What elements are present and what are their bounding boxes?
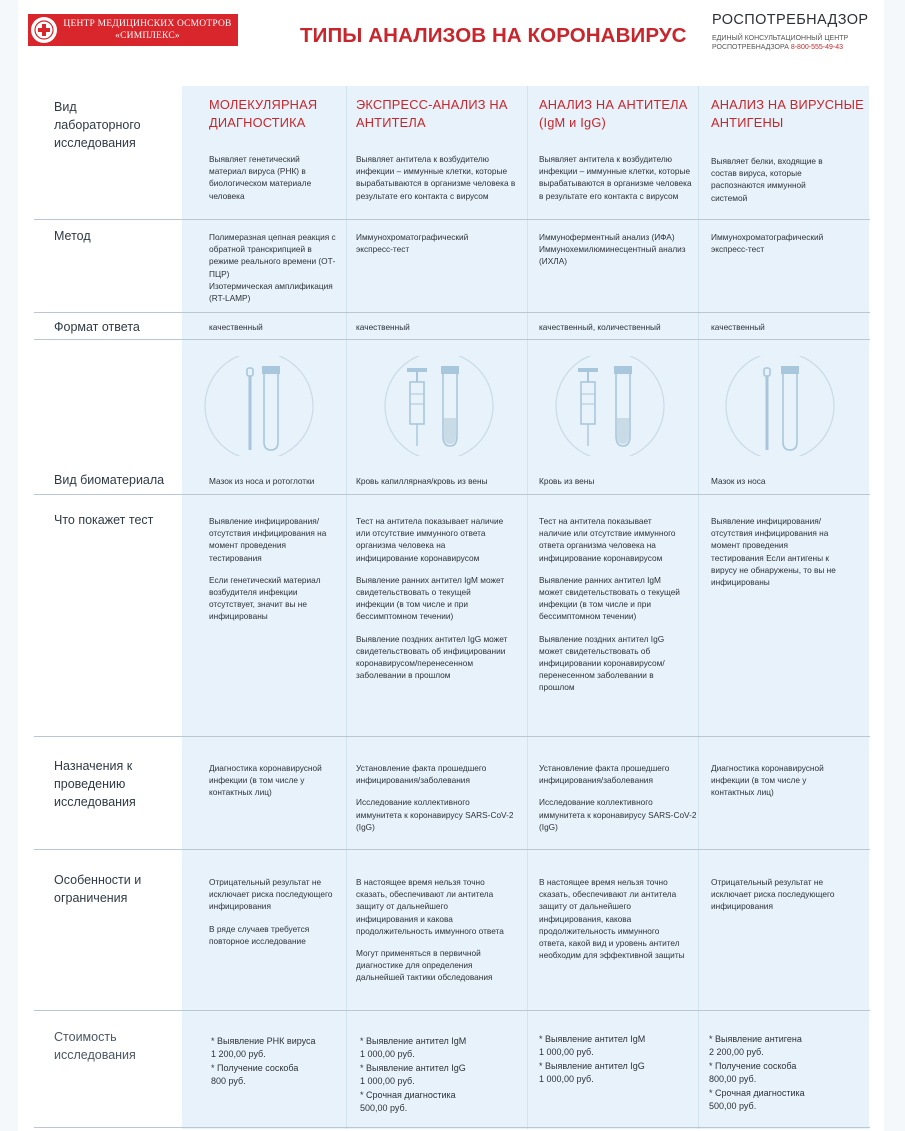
clinic-logo — [28, 14, 238, 46]
agency-subtitle — [712, 34, 882, 52]
price-line: 1 000,00 руб. — [360, 1049, 415, 1060]
row-divider — [34, 219, 870, 220]
method-cell — [711, 231, 861, 255]
price-line: * Выявление антител IgM — [539, 1034, 646, 1044]
method-line: Полимеразная цепная реакция с обратной транскрипцией в режиме реального времени (ОТ-ПЦР) — [209, 232, 336, 279]
shows-cell — [711, 515, 841, 588]
purpose-cell — [539, 762, 699, 833]
limits-paragraph: Отрицательный результат не исключает риска последующего инфицирования — [209, 877, 333, 912]
price-line: * Выявление РНК вируса — [211, 1036, 316, 1046]
agency-phone: 8-800-555-49-43 — [790, 44, 843, 51]
row-label-biomaterial: Вид биоматериала — [54, 473, 165, 487]
purpose-cell — [209, 762, 334, 799]
biomaterial-cell: Кровь капиллярная/кровь из вены — [356, 476, 488, 486]
method-line: Иммуноферментный анализ (ИФА) — [539, 232, 675, 242]
row-label-method: Метод — [54, 229, 91, 243]
description-cell: Выявляет белки, входящие в состав вируса, которые распознаются иммунной системой — [711, 156, 823, 203]
price-line: 800 руб. — [211, 1076, 246, 1087]
method-cell — [209, 231, 339, 304]
row-divider — [34, 1127, 870, 1128]
limits-paragraph: В настоящее время нельзя точно сказать, обеспечивают ли антитела защиту от дальнейшего инфицирования и какова продолжительность иммунного ответа — [356, 877, 504, 936]
column-separator — [698, 86, 699, 1129]
row-divider — [34, 494, 870, 495]
description-cell: Выявляет антитела к возбудителю инфекции – иммунные клетки, которые вырабатываются в организме человека в результате его контакта с вирусом — [539, 154, 692, 201]
shows-cell — [539, 515, 684, 694]
price-line: 1 200,00 руб. — [211, 1049, 266, 1060]
syringe-tube-icon — [383, 356, 495, 461]
limits-paragraph: Могут применяться в первичной диагностике для определения дальнейшей тактики обследования — [356, 948, 493, 983]
limits-cell — [356, 876, 511, 984]
method-line: Иммунохроматографический экспресс-тест — [356, 232, 469, 255]
method-line: Иммунохроматографический экспресс-тест — [711, 232, 824, 255]
clinic-name-line2: «СИМПЛЕКС» — [115, 31, 180, 41]
purpose-paragraph: Исследование коллективного иммунитета к коронавирусу SARS-CoV-2 (IgG) — [539, 797, 697, 832]
row-divider — [34, 312, 870, 313]
price-line: * Выявление антител IgG — [539, 1060, 645, 1071]
price-line: 1 000,00 руб. — [360, 1076, 415, 1087]
shows-paragraph: Тест на антитела показывает наличие или отсутствие иммунного ответа организма человека на инфицирование коронавирусом — [356, 516, 504, 563]
price-line: 800,00 руб. — [709, 1074, 757, 1085]
column-title-antibodies: АНАЛИЗ НА АНТИТЕЛА (IgM и IgG) — [539, 97, 688, 130]
limits-paragraph: В ряде случаев требуется повторное исследование — [209, 923, 310, 946]
purpose-paragraph: Диагностика коронавирусной инфекции (в том числе у контактных лиц) — [711, 763, 824, 798]
price-line: * Получение соскоба — [709, 1060, 797, 1071]
purpose-cell — [711, 762, 851, 799]
purpose-paragraph: Установление факта прошедшего инфицирования/заболевания — [539, 763, 670, 786]
shows-paragraph: Выявление ранних антител IgM может свидетельствовать о текущей инфекции (в том числе и при бессимптомном течении) — [539, 574, 680, 622]
shows-paragraph: Выявление поздних антител IgG может свидетельствовать об инфицировании коронавирусом/перенесенном заболевании в прошлом — [356, 633, 508, 681]
agency-name: РОСПОТРЕБНАДЗОР — [712, 12, 869, 28]
biomaterial-cell: Мазок из носа и ротоглотки — [209, 476, 315, 486]
format-cell: качественный — [209, 322, 263, 332]
column-separator — [346, 86, 347, 1129]
row-divider — [34, 736, 870, 737]
limits-cell — [711, 876, 846, 913]
price-cell — [211, 1035, 343, 1089]
format-cell: качественный, количественный — [539, 322, 661, 332]
price-line: 500,00 руб. — [360, 1103, 408, 1114]
biomaterial-cell: Мазок из носа — [711, 476, 766, 486]
row-label-shows: Что покажет тест — [54, 513, 154, 527]
format-cell: качественный — [356, 322, 410, 332]
price-cell — [360, 1035, 510, 1115]
shows-paragraph: Выявление инфицирования/отсутствия инфицирования на момент проведения тестирования Если антигены к вирусу не обнаружены, то вы не инфицированы — [711, 516, 836, 588]
price-line: 2 200,00 руб. — [709, 1047, 764, 1058]
agency-subtitle-line2: РОСПОТРЕБНАДЗОРА — [712, 44, 789, 51]
medical-cross-icon — [31, 17, 57, 43]
syringe-tube-icon — [554, 356, 666, 461]
agency-block — [712, 12, 882, 52]
price-line: * Выявление антигена — [709, 1034, 802, 1044]
purpose-paragraph: Исследование коллективного иммунитета к коронавирусу SARS-CoV-2 (IgG) — [356, 797, 514, 832]
price-cell — [709, 1033, 859, 1113]
description-cell: Выявляет антитела к возбудителю инфекции – иммунные клетки, которые вырабатываются в организме человека в результате его контакта с вирусом — [356, 154, 516, 201]
price-line: * Получение соскоба — [211, 1062, 299, 1073]
purpose-cell — [356, 762, 516, 833]
shows-paragraph: Тест на антитела показывает наличие или отсутствие иммунного ответа организма человека на инфицирование коронавирусом — [539, 516, 676, 563]
clinic-logo-text — [57, 18, 238, 42]
column-separator — [527, 86, 528, 1129]
shows-paragraph: Выявление инфицирования/отсутствия инфицирования на момент проведения тестирования — [209, 516, 327, 563]
row-divider — [34, 339, 870, 340]
row-divider — [34, 849, 870, 850]
price-cell — [539, 1033, 689, 1087]
limits-cell — [209, 876, 341, 947]
shows-paragraph: Выявление ранних антител IgM может свидетельствовать о текущей инфекции (в том числе и при бессимптомном течении) — [356, 574, 505, 622]
price-line: 500,00 руб. — [709, 1101, 757, 1112]
price-line: * Срочная диагностика — [709, 1087, 805, 1098]
method-cell — [539, 231, 689, 268]
shows-cell — [356, 515, 508, 681]
row-label-purpose: Назначения к проведению исследования — [54, 759, 136, 809]
description-cell: Выявляет генетический материал вируса (РНК) в биологическом материале человека — [209, 154, 312, 201]
swab-tube-icon — [724, 356, 836, 461]
shows-paragraph: Выявление поздних антител IgG может свидетельствовать об инфицировании коронавирусом/перенесенном заболевании в прошлом — [539, 633, 665, 693]
column-title-antigens: АНАЛИЗ НА ВИРУСНЫЕ АНТИГЕНЫ — [711, 97, 864, 130]
purpose-paragraph: Диагностика коронавирусной инфекции (в том числе у контактных лиц) — [209, 763, 322, 798]
shows-cell — [209, 515, 339, 623]
price-line: * Срочная диагностика — [360, 1089, 456, 1100]
format-cell: качественный — [711, 322, 765, 332]
clinic-name-line1: ЦЕНТР МЕДИЦИНСКИХ ОСМОТРОВ — [63, 19, 232, 29]
biomaterial-cell: Кровь из вены — [539, 476, 595, 486]
price-line: 1 000,00 руб. — [539, 1047, 594, 1058]
page-title: ТИПЫ АНАЛИЗОВ НА КОРОНАВИРУС — [300, 24, 687, 47]
limits-paragraph: Отрицательный результат не исключает риска последующего инфицирования — [711, 877, 835, 912]
column-title-molecular: МОЛЕКУЛЯРНАЯ ДИАГНОСТИКА — [209, 97, 318, 130]
method-line: Иммунохемилюминесцентный анализ (ИХЛА) — [539, 244, 686, 267]
row-label-cost: Стоимость исследования — [54, 1030, 136, 1062]
limits-cell — [539, 876, 689, 961]
row-label-type: Вид лабораторного исследования — [54, 100, 141, 150]
poster-header — [0, 0, 905, 86]
agency-subtitle-line1: ЕДИНЫЙ КОНСУЛЬТАЦИОННЫЙ ЦЕНТР — [712, 35, 849, 42]
row-label-format: Формат ответа — [54, 320, 140, 334]
row-label-limits: Особенности и ограничения — [54, 873, 142, 905]
column-title-express: ЭКСПРЕСС-АНАЛИЗ НА АНТИТЕЛА — [356, 97, 508, 130]
price-line: * Выявление антител IgG — [360, 1062, 466, 1073]
method-line: Изотермическая амплификация (RT-LAMP) — [209, 280, 333, 304]
limits-paragraph: В настоящее время нельзя точно сказать, обеспечивают ли антитела защиту от дальнейшего инфицирования, какова продолжительность иммунного ответа, какой вид и уровень антител необходим для эффективной защиты — [539, 877, 685, 961]
swab-tube-icon — [203, 356, 315, 461]
row-divider — [34, 1010, 870, 1011]
price-line: 1 000,00 руб. — [539, 1074, 594, 1085]
price-line: * Выявление антител IgM — [360, 1036, 467, 1046]
purpose-paragraph: Установление факта прошедшего инфицирования/заболевания — [356, 763, 487, 786]
shows-paragraph: Если генетический материал возбудителя инфекции отсутствует, значит вы не инфицированы — [209, 574, 321, 622]
method-cell — [356, 231, 506, 255]
